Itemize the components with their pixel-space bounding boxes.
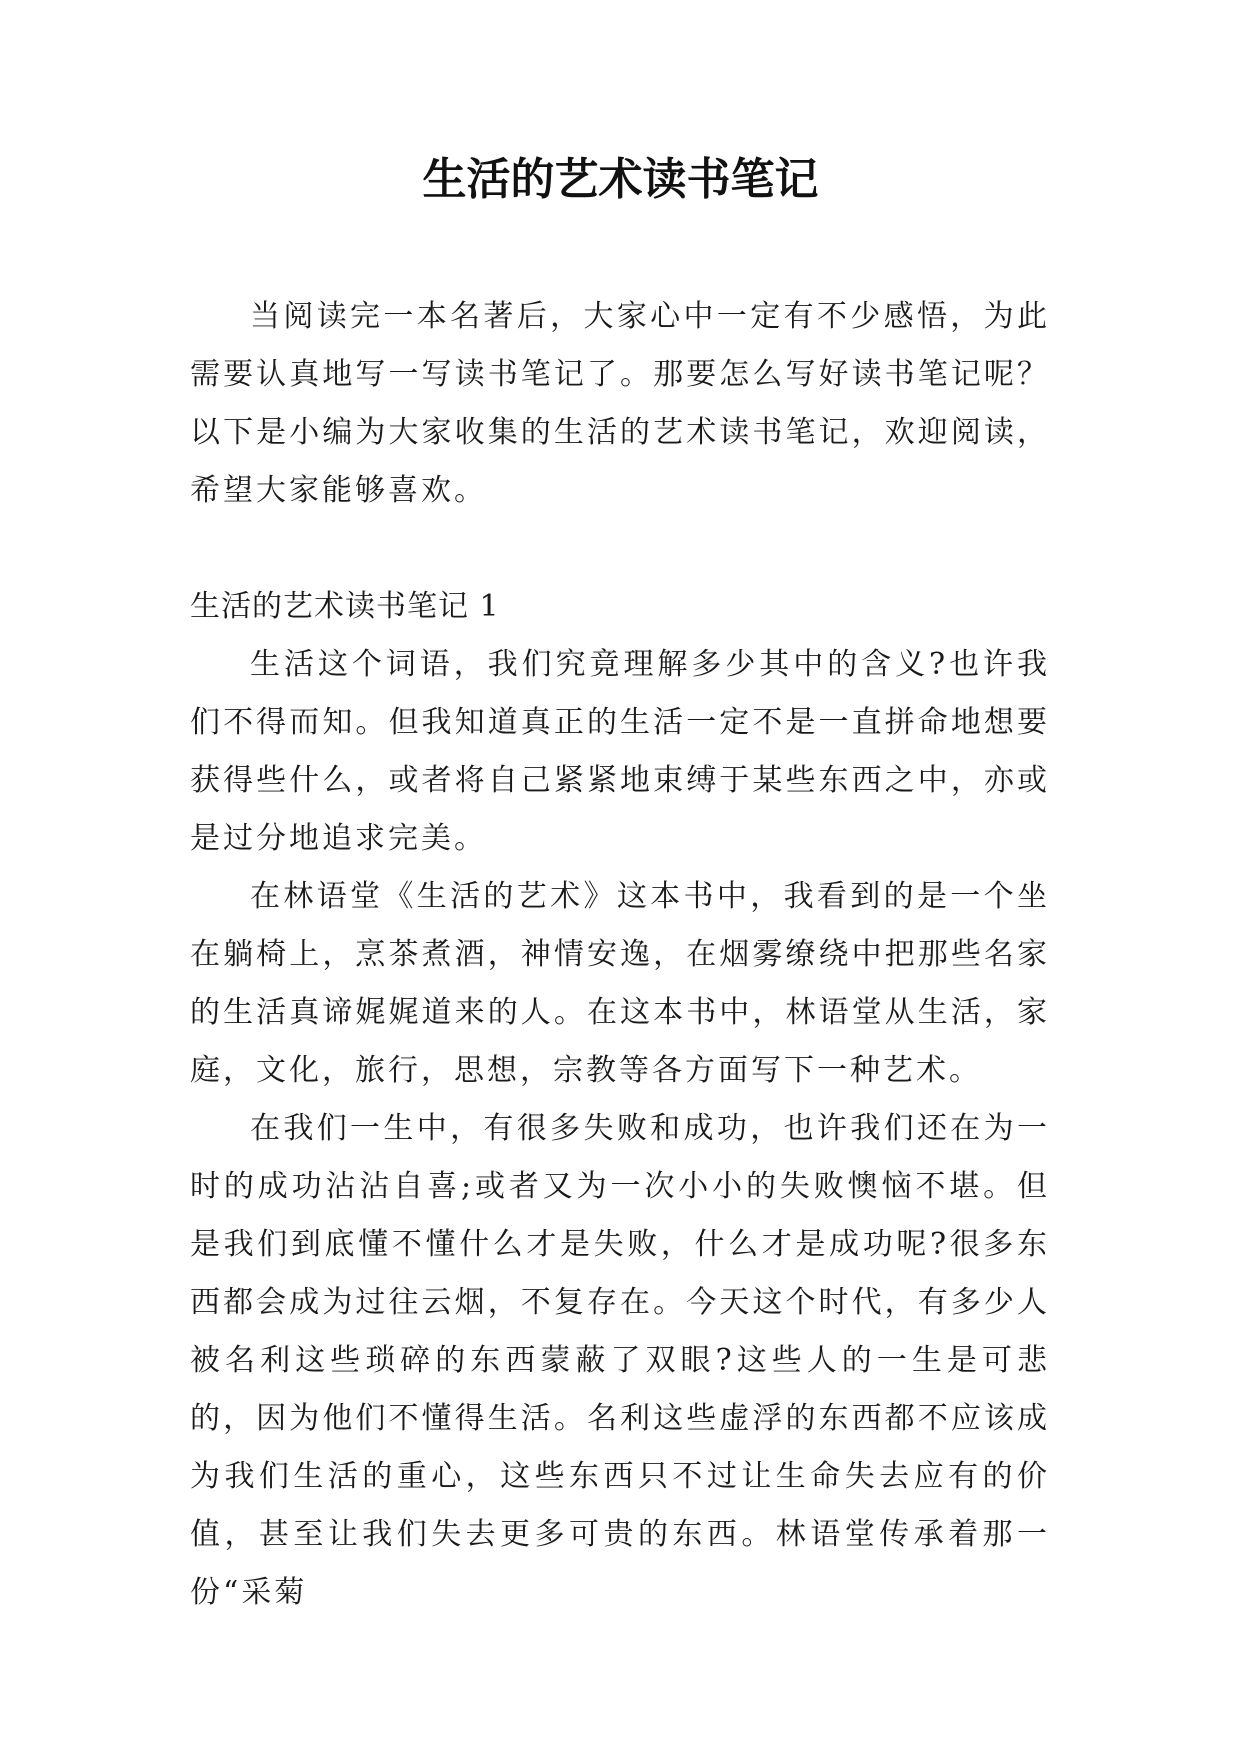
document-body [190,288,1050,1622]
section-heading: 生活的艺术读书笔记 1 [190,589,500,624]
intro-paragraph: 当阅读完一本名著后，大家心中一定有不少感悟，为此需要认真地写一写读书笔记了。那要怎么写好读书笔记呢？以下是小编为大家收集的生活的艺术读书笔记，欢迎阅读，希望大家能够喜欢。 [190,299,1050,508]
body-paragraph-1: 生活这个词语，我们究竟理解多少其中的含义?也许我们不得而知。但我知道真正的生活一定不是一直拼命地想要获得些什么，或者将自己紧紧地束缚于某些东西之中，亦或是过分地追求完美。 [190,647,1050,856]
body-paragraph-3: 在我们一生中，有很多失败和成功，也许我们还在为一时的成功沾沾自喜;或者又为一次小小的失败懊恼不堪。但是我们到底懂不懂什么才是失败，什么才是成功呢?很多东西都会成为过往云烟，不复存在。今天这个时代，有多少人被名利这些琐碎的东西蒙蔽了双眼?这些人的一生是可悲的，因为他们不懂得生活。名利这些虚浮的东西都不应该成为我们生活的重心，这些东西只不过让生命失去应有的价值，甚至让我们失去更多可贵的东西。林语堂传承着那一份“采菊 [190,1111,1050,1610]
body-paragraph-2: 在林语堂《生活的艺术》这本书中，我看到的是一个坐在躺椅上，烹茶煮酒，神情安逸，在烟雾缭绕中把那些名家的生活真谛娓娓道来的人。在这本书中，林语堂从生活，家庭，文化，旅行，思想，宗教等各方面写下一种艺术。 [190,879,1050,1088]
document-title: 生活的艺术读书笔记 [422,154,819,205]
